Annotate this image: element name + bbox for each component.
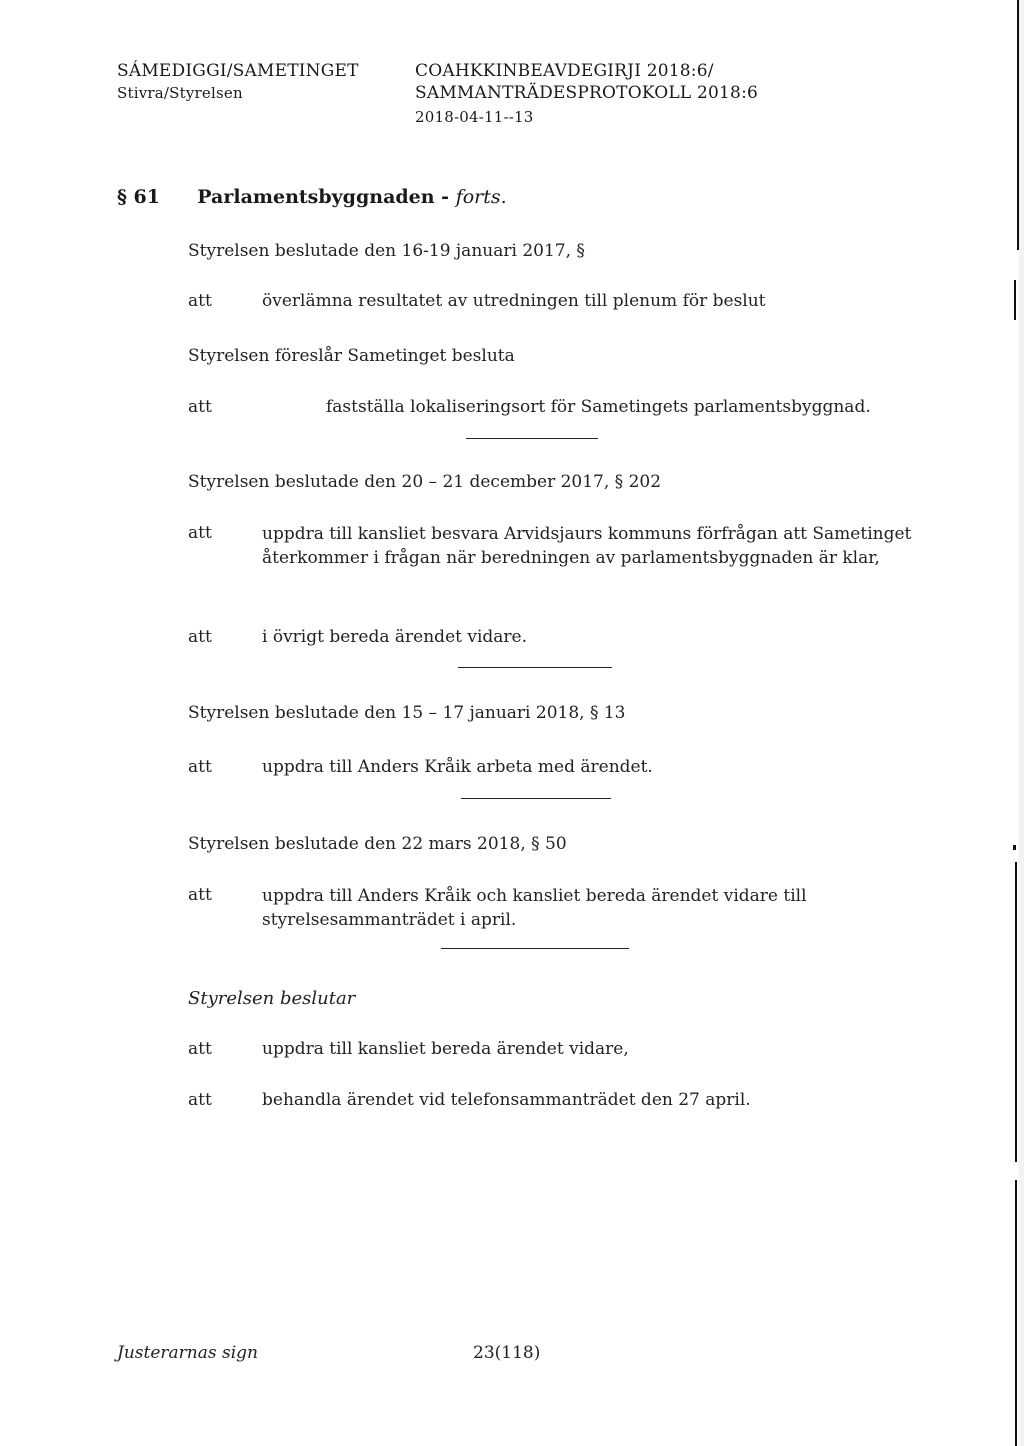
att-text: behandla ärendet vid telefonsammanträdet den 27 april.	[262, 1090, 751, 1110]
section-heading	[117, 186, 507, 208]
decision-heading: Styrelsen beslutar	[188, 988, 356, 1009]
att-keyword: att	[188, 757, 212, 777]
page-number: 23(118)	[473, 1343, 541, 1363]
section-title-cont: forts.	[455, 186, 507, 208]
scan-edge	[1015, 1180, 1017, 1446]
block-intro: Styrelsen beslutade den 16-19 januari 2017, §	[188, 241, 585, 261]
att-keyword: att	[188, 885, 212, 905]
protocol-subtitle: SAMMANTRÄDESPROTOKOLL 2018:6	[415, 83, 759, 103]
att-text: fastställa lokaliseringsort för Sametingets parlamentsbyggnad.	[326, 397, 871, 417]
divider	[461, 798, 611, 799]
att-keyword: att	[188, 397, 212, 417]
signature-label: Justerarnas sign	[117, 1343, 258, 1363]
scan-edge	[1013, 845, 1016, 850]
att-keyword: att	[188, 627, 212, 647]
block-intro: Styrelsen beslutade den 20 – 21 december 2017, § 202	[188, 472, 662, 492]
section-number: § 61	[117, 186, 160, 208]
scan-margin	[1019, 0, 1024, 1446]
att-text: överlämna resultatet av utredningen till plenum för beslut	[262, 291, 766, 311]
protocol-date: 2018-04-11--13	[415, 108, 534, 126]
att-keyword: att	[188, 291, 212, 311]
scan-edge	[1014, 280, 1016, 320]
att-keyword: att	[188, 1090, 212, 1110]
section-title: Parlamentsbyggnaden -	[197, 186, 450, 208]
att-text: uppdra till kansliet bereda ärendet vidare,	[262, 1039, 629, 1059]
divider	[458, 667, 612, 668]
protocol-title: COAHKKINBEAVDEGIRJI 2018:6/	[415, 61, 714, 81]
att-text: uppdra till Anders Kråik och kansliet bereda ärendet vidare till styrelsesammanträdet i april.	[262, 886, 807, 930]
block-intro: Styrelsen föreslår Sametinget besluta	[188, 346, 515, 366]
att-text: i övrigt bereda ärendet vidare.	[262, 627, 528, 647]
org-name: SÁMEDIGGI/SAMETINGET	[117, 61, 359, 81]
att-text: uppdra till Anders Kråik arbeta med ärendet.	[262, 757, 653, 777]
att-keyword: att	[188, 1039, 212, 1059]
block-intro: Styrelsen beslutade den 22 mars 2018, § 50	[188, 834, 567, 854]
att-keyword: att	[188, 523, 212, 543]
block-intro: Styrelsen beslutade den 15 – 17 januari 2018, § 13	[188, 703, 626, 723]
scan-edge	[1015, 862, 1017, 1162]
att-text: uppdra till kansliet besvara Arvidsjaurs kommuns förfrågan att Sametinget återkommer i frågan när beredningen av parlamentsbyggnaden är klar,	[262, 524, 912, 568]
divider	[441, 948, 629, 949]
org-subname: Stivra/Styrelsen	[117, 84, 243, 102]
divider	[466, 438, 598, 439]
